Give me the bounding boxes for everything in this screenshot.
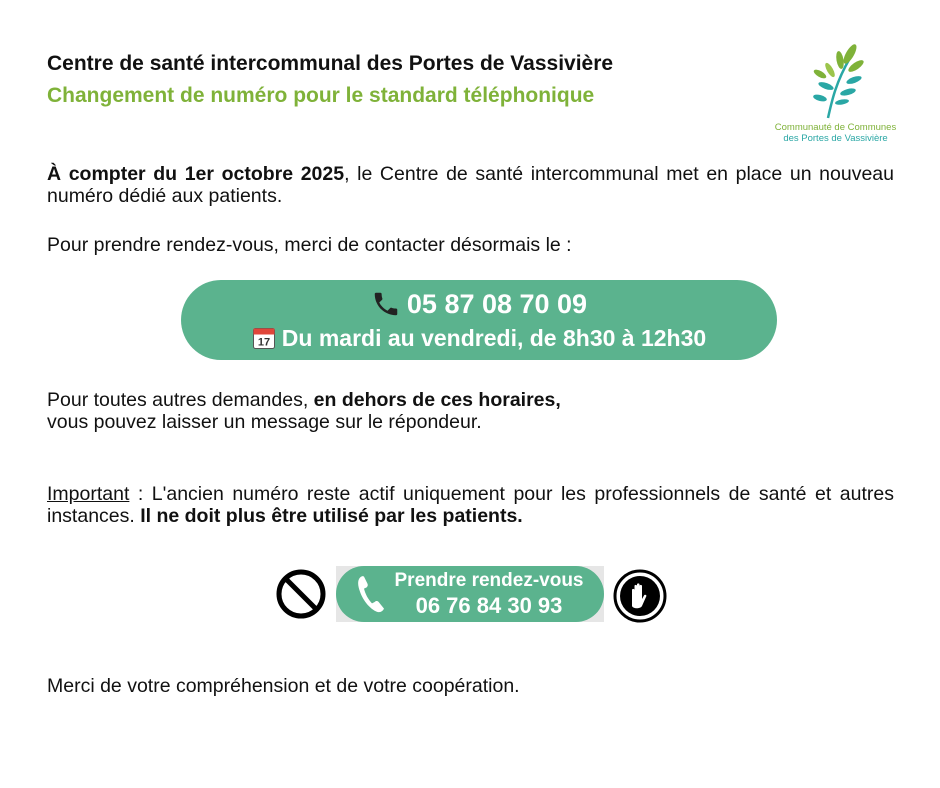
other-requests-start: Pour toutes autres demandes, (47, 389, 314, 411)
logo-text-line1: Communauté de Communes (774, 122, 897, 133)
intro-paragraph (47, 163, 894, 207)
calendar-icon (252, 326, 276, 350)
leaf-tree-icon (806, 40, 866, 122)
important-paragraph (47, 483, 894, 527)
important-warning: Il ne doit plus être utilisé par les patients. (140, 505, 523, 527)
prohibited-icon (275, 568, 327, 620)
other-requests-paragraph (47, 389, 894, 433)
calendar-day: 17 (257, 336, 270, 349)
important-label: Important (47, 483, 130, 505)
new-phone-number: 05 87 08 70 09 (406, 289, 588, 319)
opening-hours: Du mardi au vendredi, de 8h30 à 12h30 (281, 325, 707, 351)
logo-text-line2: des Portes de Vassivière (783, 133, 888, 144)
important-text: : L'ancien numéro reste actif uniquement pour les professionnels de santé et autres instances. (47, 483, 894, 527)
phone-icon (371, 289, 401, 319)
start-date: À compter du 1er octobre 2025 (47, 163, 345, 185)
page-title: Centre de santé intercommunal des Portes de Vassivière (47, 52, 614, 75)
page-subtitle: Changement de numéro pour le standard téléphonique (47, 84, 595, 107)
closing-paragraph: Merci de votre compréhension et de votre coopération. (47, 675, 520, 697)
community-logo (768, 40, 903, 150)
new-number-banner (181, 280, 777, 360)
old-number-row (0, 566, 940, 626)
outside-hours: en dehors de ces horaires, (313, 389, 561, 411)
contact-paragraph: Pour prendre rendez-vous, merci de contacter désormais le : (47, 234, 572, 256)
header (47, 50, 613, 110)
new-phone-line (181, 288, 777, 320)
stop-hand-icon (612, 568, 668, 624)
intro-text: , le Centre de santé intercommunal met en place un nouveau numéro dédié aux patients. (47, 163, 894, 207)
hours-line (181, 324, 777, 352)
logo-text (768, 122, 903, 144)
old-phone-number: 06 76 84 30 93 (415, 593, 563, 618)
old-number-pill (336, 566, 604, 622)
old-button-label: Prendre rendez-vous (394, 570, 584, 591)
voicemail-text: vous pouvez laisser un message sur le répondeur. (47, 411, 482, 433)
old-number-button (336, 566, 604, 622)
